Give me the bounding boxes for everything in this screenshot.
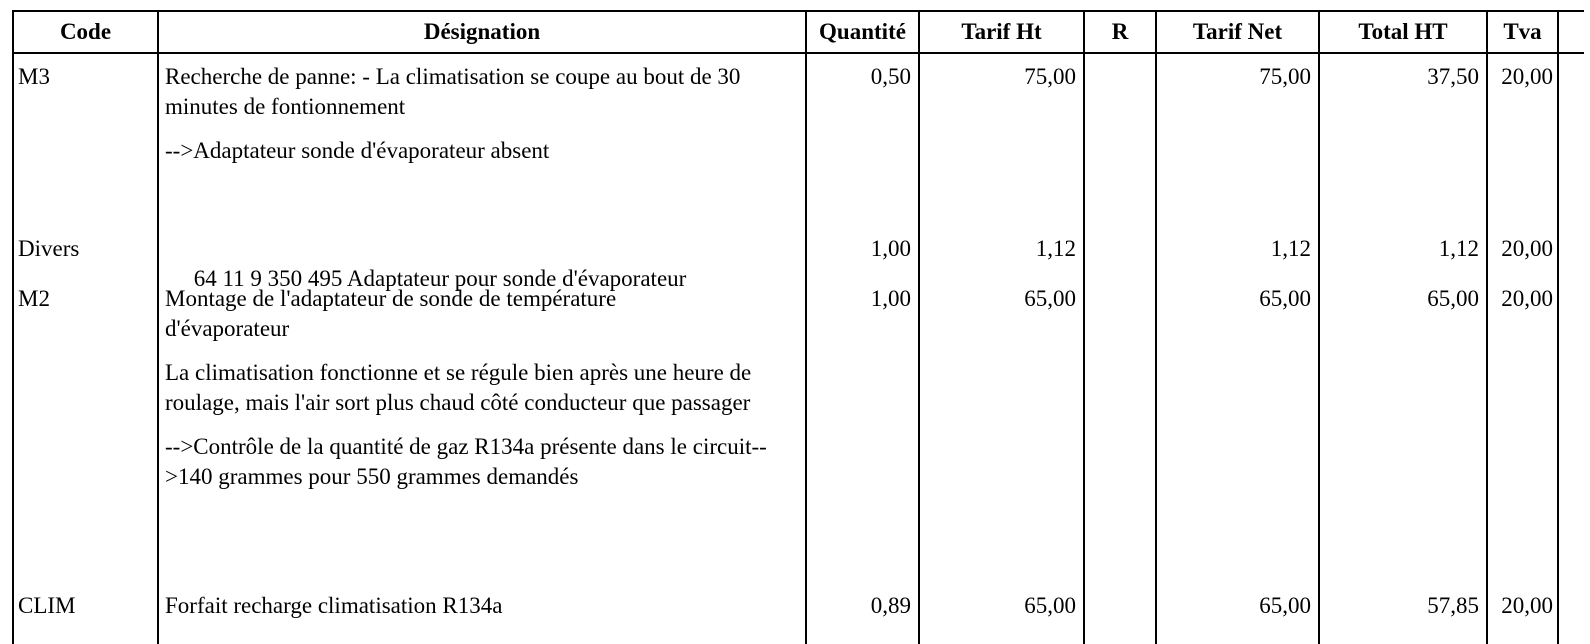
row-code: Divers	[18, 236, 80, 261]
row-quantite: 0,50	[870, 64, 911, 89]
column-divider	[918, 10, 920, 644]
row-designation	[165, 284, 795, 506]
row-quantite: 0,89	[870, 593, 911, 618]
header-quantite: Quantité	[819, 19, 906, 44]
column-divider	[1557, 10, 1559, 644]
designation-paragraph: Forfait recharge climatisation R134a	[165, 593, 503, 618]
column-divider	[1318, 10, 1320, 644]
row-tarif-ht: 65,00	[1024, 593, 1076, 618]
header-r: R	[1111, 19, 1129, 44]
header-tarif-net: Tarif Net	[1192, 19, 1283, 44]
row-total-ht: 57,85	[1427, 593, 1479, 618]
row-total-ht: 65,00	[1427, 286, 1479, 311]
row-tva: 20,00	[1501, 593, 1553, 618]
header-code: Code	[59, 19, 112, 44]
column-divider	[1486, 10, 1488, 644]
header-tarif-ht: Tarif Ht	[961, 19, 1042, 44]
designation-paragraph: La climatisation fonctionne et se régule bien après une heure de roulage, mais l'air sort plus chaud côté conducteur que passager	[165, 360, 752, 415]
row-tarif-net: 1,12	[1270, 236, 1311, 261]
row-designation	[165, 591, 795, 621]
row-quantite: 1,00	[870, 236, 911, 261]
row-tarif-ht: 1,12	[1035, 236, 1076, 261]
row-designation	[165, 62, 795, 180]
header-bottom-border	[12, 52, 1584, 54]
header-total-ht: Total HT	[1358, 19, 1448, 44]
row-quantite: 1,00	[870, 286, 911, 311]
designation-paragraph: 64 11 9 350 495 Adaptateur pour sonde d'évaporateur	[188, 266, 687, 291]
row-total-ht: 1,12	[1438, 236, 1479, 261]
row-code: CLIM	[18, 593, 76, 618]
row-code: M2	[18, 286, 50, 311]
row-tarif-net: 75,00	[1259, 64, 1311, 89]
designation-paragraph: Recherche de panne: - La climatisation se coupe au bout de 30 minutes de fontionnement	[165, 64, 741, 119]
row-tarif-net: 65,00	[1259, 286, 1311, 311]
column-divider	[805, 10, 807, 644]
column-divider	[157, 10, 159, 644]
row-total-ht: 37,50	[1427, 64, 1479, 89]
header-tva: Tva	[1503, 19, 1542, 44]
row-tarif-net: 65,00	[1259, 593, 1311, 618]
column-divider	[1155, 10, 1157, 644]
column-divider	[12, 10, 14, 644]
row-tva: 20,00	[1501, 64, 1553, 89]
header-designation: Désignation	[423, 19, 541, 44]
row-code: M3	[18, 64, 50, 89]
designation-paragraph: Montage de l'adaptateur de sonde de température d'évaporateur	[165, 286, 617, 341]
row-tva: 20,00	[1501, 286, 1553, 311]
column-divider	[1083, 10, 1085, 644]
invoice-lines-table	[12, 10, 1584, 644]
designation-paragraph: -->Adaptateur sonde d'évaporateur absent	[165, 138, 550, 163]
row-tva: 20,00	[1501, 236, 1553, 261]
designation-paragraph: -->Contrôle de la quantité de gaz R134a présente dans le circuit-->140 grammes pour 550 grammes demandés	[165, 434, 767, 489]
row-tarif-ht: 75,00	[1024, 64, 1076, 89]
row-tarif-ht: 65,00	[1024, 286, 1076, 311]
